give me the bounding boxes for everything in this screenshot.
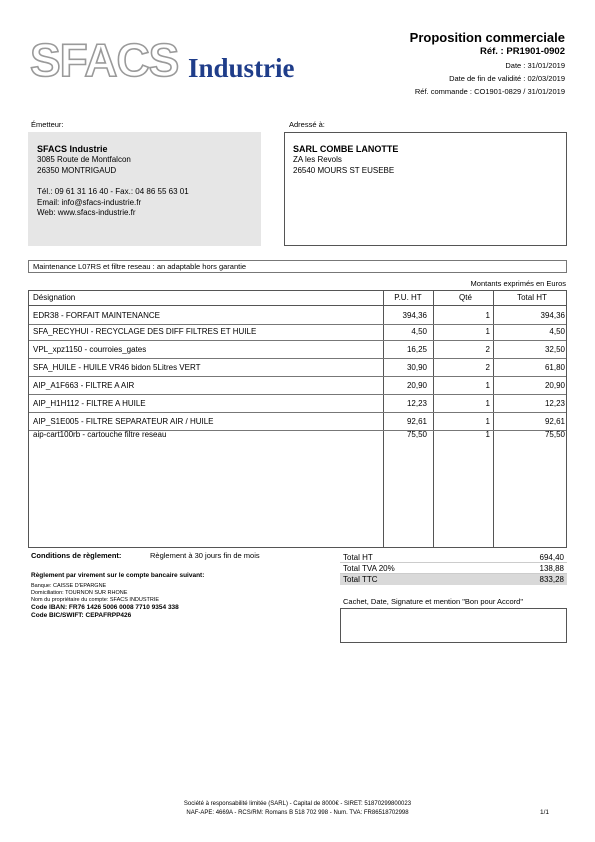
bank-transfer-title: Règlement par virement sur le compte bancaire suivant:: [31, 572, 205, 579]
row-total: 61,80: [544, 363, 565, 372]
footer-line1: Société à responsabilité limitée (SARL) - Capital de 8000€ - SIRET: 51870299800023: [183, 801, 412, 807]
recipient-name: SARL COMBE LANOTTE: [293, 144, 399, 154]
emitter-address-line1: 3085 Route de Montfalcon: [37, 155, 131, 164]
row-designation: aip-cart100rb - cartouche filtre reseau: [33, 430, 167, 439]
total-tva-value: 138,88: [539, 564, 564, 573]
items-table: [28, 290, 567, 548]
table-row: [29, 359, 566, 377]
bic-swift: Code BIC/SWIFT: CEPAFRPP426: [31, 612, 132, 619]
row-unit-price: 75,50: [406, 430, 427, 439]
table-row: [29, 426, 566, 444]
row-total: 32,50: [544, 345, 565, 354]
row-designation: AIP_H1H112 - FILTRE A HUILE: [33, 399, 146, 408]
emitter-web: Web: www.sfacs-industrie.fr: [37, 208, 136, 217]
recipient-address-line1: ZA les Revols: [293, 155, 342, 164]
row-quantity: 1: [485, 311, 490, 320]
row-unit-price: 30,90: [406, 363, 427, 372]
row-unit-price: 92,61: [406, 417, 427, 426]
total-ht-value: 694,40: [539, 553, 564, 562]
proposal-subject: Maintenance L07RS et filtre reseau : an adaptable hors garantie: [28, 260, 567, 273]
row-designation: SFA_RECYHUI - RECYCLAGE DES DIFF FILTRES ET HUILE: [33, 327, 257, 336]
row-quantity: 1: [485, 430, 490, 439]
total-tva-row: [340, 563, 567, 574]
row-unit-price: 4,50: [411, 327, 427, 336]
row-unit-price: 20,90: [406, 381, 427, 390]
table-row: [29, 341, 566, 359]
document-title: Proposition commerciale: [409, 30, 565, 45]
row-designation: AIP_S1E005 - FILTRE SEPARATEUR AIR / HUILE: [33, 417, 214, 426]
emitter-email: Email: info@sfacs-industrie.fr: [37, 197, 142, 207]
order-reference: Réf. commande : CO1901-0829 / 31/01/2019: [414, 87, 565, 96]
row-quantity: 2: [485, 363, 490, 372]
document-header: [410, 30, 565, 98]
total-ht-row: [340, 552, 567, 563]
payment-conditions-label: Conditions de règlement:: [31, 551, 122, 560]
row-total: 394,36: [540, 311, 565, 320]
row-designation: AIP_A1F663 - FILTRE A AIR: [33, 381, 135, 390]
emitter-phone: Tél.: 09 61 31 16 40 - Fax.: 04 86 55 63 01: [37, 187, 189, 196]
row-unit-price: 12,23: [406, 399, 427, 408]
header-total: Total HT: [517, 293, 547, 302]
recipient-label: Adressé à:: [289, 120, 325, 129]
legal-footer: [0, 800, 595, 817]
emitter-address-line2: 26350 MONTRIGAUD: [37, 165, 117, 175]
total-ht-label: Total HT: [343, 553, 373, 562]
footer-line2: NAF-APE: 4669A - RCS/RM: Romans B 518 702 998 - Num. TVA: FR86518702998: [186, 809, 409, 816]
row-quantity: 1: [485, 417, 490, 426]
table-header-row: [29, 291, 566, 306]
total-ttc-row: [340, 574, 567, 585]
table-row: [29, 377, 566, 395]
payment-conditions-value: Règlement à 30 jours fin de mois: [150, 551, 260, 560]
row-total: 75,50: [544, 430, 565, 439]
total-ttc-value: 833,28: [539, 575, 564, 584]
currency-note: Montants exprimés en Euros: [470, 279, 566, 288]
total-tva-label: Total TVA 20%: [343, 564, 395, 573]
row-designation: SFA_HUILE - HUILE VR46 bidon 5Litres VERT: [33, 363, 201, 372]
row-quantity: 1: [485, 381, 490, 390]
row-quantity: 1: [485, 399, 490, 408]
row-unit-price: 16,25: [406, 345, 427, 354]
row-total: 4,50: [549, 327, 565, 336]
row-designation: EDR38 - FORFAIT MAINTENANCE: [33, 311, 160, 320]
total-ttc-label: Total TTC: [343, 575, 378, 584]
row-unit-price: 394,36: [402, 311, 427, 320]
emitter-box: [28, 132, 261, 246]
totals-block: [340, 552, 567, 585]
row-designation: VPL_xpz1150 - courroies_gates: [33, 345, 147, 354]
emitter-label: Émetteur:: [31, 120, 64, 129]
header-designation: Désignation: [33, 293, 76, 302]
table-row: [29, 323, 566, 341]
document-reference: Réf. : PR1901-0902: [479, 46, 565, 57]
row-total: 92,61: [544, 417, 565, 426]
header-quantity: Qté: [459, 293, 472, 302]
table-row: [29, 395, 566, 413]
company-logo: [30, 34, 315, 86]
row-quantity: 2: [485, 345, 490, 354]
row-quantity: 1: [485, 327, 490, 336]
bank-name: Banque: CAISSE D'EPARGNE: [31, 583, 107, 589]
page-number: 1/1: [539, 809, 549, 816]
bank-domiciliation: Domiciliation: TOURNON SUR RHONE: [31, 590, 128, 596]
row-total: 20,90: [544, 381, 565, 390]
header-unit-price: P.U. HT: [394, 293, 422, 302]
emitter-name: SFACS Industrie: [37, 144, 108, 154]
document-date: Date : 31/01/2019: [505, 61, 565, 70]
validity-date: Date de fin de validité : 02/03/2019: [449, 74, 565, 83]
iban: Code IBAN: FR76 1426 5006 0008 7710 9354 338: [31, 604, 179, 611]
signature-box: [340, 608, 567, 643]
account-owner: Nom du propriétaire du compte: SFACS INDUSTRIE: [31, 597, 160, 603]
logo-subtitle: Industrie: [188, 53, 295, 83]
row-total: 12,23: [544, 399, 565, 408]
recipient-address-line2: 26540 MOURS ST EUSEBE: [293, 165, 395, 175]
logo-wordmark: SFACS: [30, 34, 179, 86]
signature-label: Cachet, Date, Signature et mention "Bon pour Accord": [343, 597, 524, 606]
recipient-box: [284, 132, 567, 246]
bank-details: [31, 583, 179, 620]
